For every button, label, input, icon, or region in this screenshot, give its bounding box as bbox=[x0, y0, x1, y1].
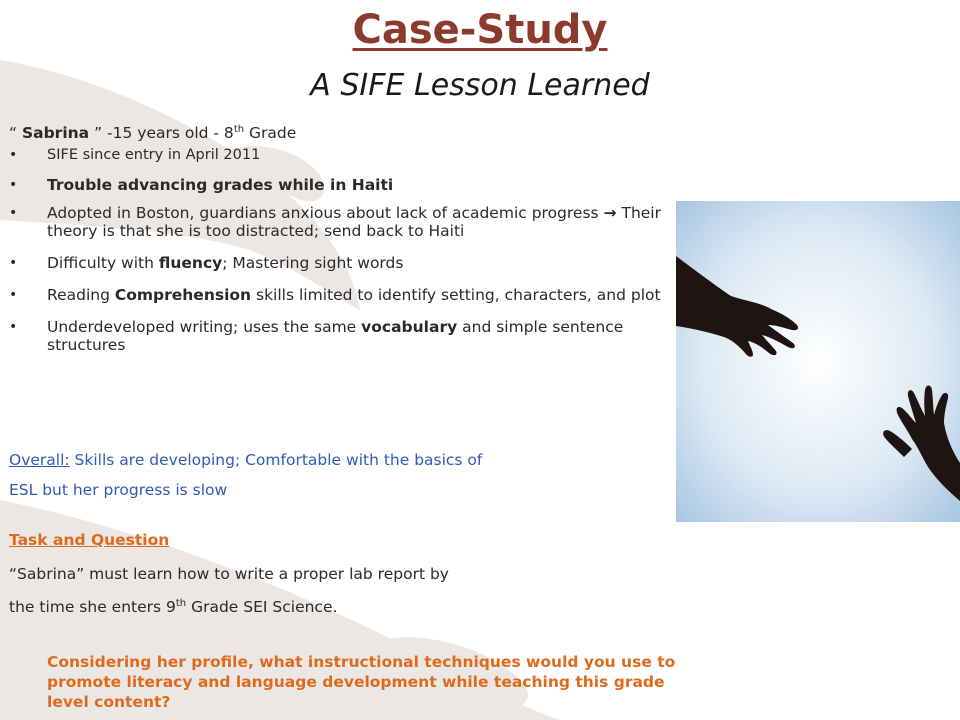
profile-bullet-list bbox=[9, 146, 674, 364]
bullet-text-post: Their theory is that she is too distracted; send back to Haiti bbox=[47, 204, 661, 240]
bullet-bold: vocabulary bbox=[361, 318, 458, 336]
bullet-icon: • bbox=[9, 205, 18, 221]
task-line-2-post: Grade SEI Science. bbox=[186, 598, 338, 617]
bullet-bold: Comprehension bbox=[114, 286, 252, 304]
bullet-item bbox=[9, 286, 674, 304]
open-quote: “ bbox=[9, 124, 18, 143]
grade-suffix: th bbox=[233, 124, 245, 135]
arrow-icon: → bbox=[603, 204, 617, 222]
bullet-icon: • bbox=[9, 255, 18, 271]
task-heading: Task and Question bbox=[9, 531, 170, 549]
bullet-text-pre: Difficulty with bbox=[47, 254, 159, 272]
grade-word: Grade bbox=[244, 124, 297, 143]
bullet-item bbox=[9, 176, 674, 194]
bullet-item bbox=[9, 204, 674, 240]
bullet-text-pre: Adopted in Boston, guardians anxious about lack of academic progress bbox=[47, 204, 604, 222]
overall-line-1 bbox=[9, 445, 649, 475]
bullet-text-post: skills limited to identify setting, characters, and plot bbox=[251, 286, 661, 304]
task-line-2 bbox=[9, 589, 649, 622]
student-name: Sabrina bbox=[21, 124, 90, 143]
slide-subtitle: A SIFE Lesson Learned bbox=[310, 68, 650, 103]
overall-text: Skills are developing; Comfortable with the basics of bbox=[69, 451, 483, 469]
student-details: -15 years old - 8 bbox=[102, 124, 234, 143]
bullet-icon: • bbox=[9, 319, 18, 335]
task-grade-suffix: th bbox=[175, 598, 187, 609]
bullet-item bbox=[9, 146, 674, 164]
slide-title: Case-Study bbox=[352, 7, 608, 53]
overall-summary bbox=[9, 445, 649, 505]
task-line-2-pre: the time she enters 9 bbox=[9, 598, 176, 617]
student-intro bbox=[9, 120, 296, 143]
bullet-bold: fluency bbox=[158, 254, 223, 272]
bullet-text: Trouble advancing grades while in Haiti bbox=[47, 176, 394, 194]
bullet-text-pre: Reading bbox=[47, 286, 115, 304]
bullet-item bbox=[9, 318, 674, 354]
task-line-1: “Sabrina” must learn how to write a proper lab report by bbox=[9, 565, 449, 583]
bullet-icon: • bbox=[9, 147, 18, 163]
bullet-text: SIFE since entry in April 2011 bbox=[47, 147, 261, 163]
close-quote: ” bbox=[94, 124, 103, 143]
task-description bbox=[9, 559, 649, 622]
bullet-item bbox=[9, 254, 674, 272]
bullet-icon: • bbox=[9, 177, 18, 193]
bullet-text-post: ; Mastering sight words bbox=[222, 254, 404, 272]
overall-label: Overall: bbox=[9, 451, 70, 469]
guiding-question: Considering her profile, what instructional techniques would you use to promote literacy and language development while teaching this grade level content? bbox=[47, 653, 676, 711]
bullet-text-pre: Underdeveloped writing; uses the same bbox=[47, 318, 362, 336]
bullet-icon: • bbox=[9, 287, 18, 303]
overall-line-2: ESL but her progress is slow bbox=[9, 481, 228, 499]
bullet-text-post: and simple sentence structures bbox=[47, 318, 624, 354]
reaching-hands-photo bbox=[676, 201, 960, 522]
